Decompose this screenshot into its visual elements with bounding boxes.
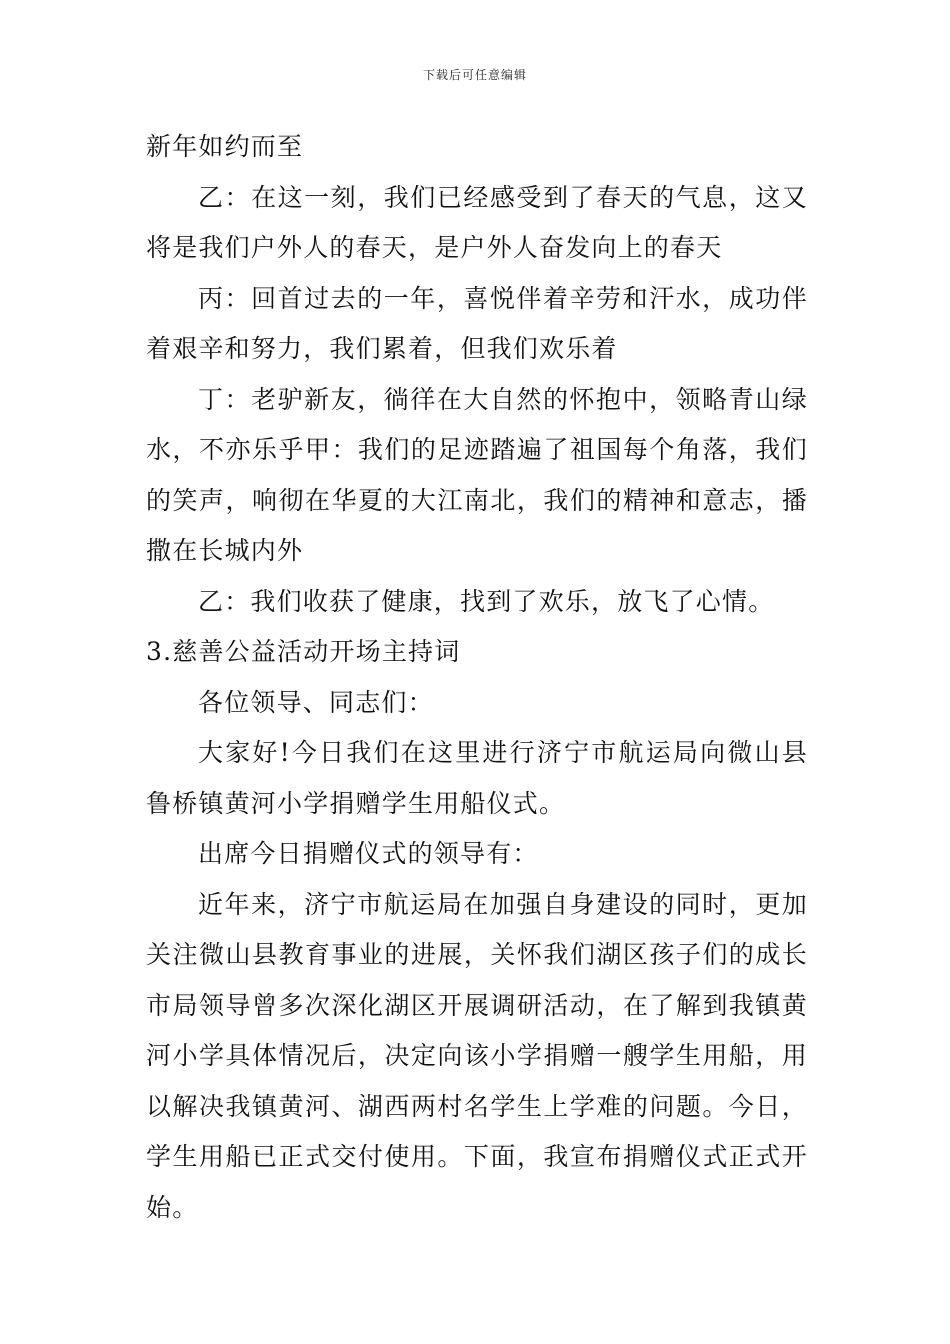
page-header: 下载后可任意编辑 [422, 68, 527, 82]
paragraph: 乙：在这一刻，我们已经感受到了春天的气息，这又将是我们户外人的春天，是户外人奋发向上的春天 [146, 182, 808, 262]
paragraph: 近年来，济宁市航运局在加强自身建设的同时，更加关注微山县教育事业的进展，关怀我们湖区孩子们的成长市局领导曾多次深化湖区开展调研活动，在了解到我镇黄河小学具体情况后，决定向该小学捐赠一艘学生用船，用以解决我镇黄河、湖西两村名学生上学难的问题。今日，学生用船已正式交付使用。下面，我宣布捐赠仪式正式开始。 [146, 889, 808, 1222]
document-body [146, 122, 808, 1233]
paragraph: 丙：回首过去的一年，喜悦伴着辛劳和汗水，成功伴着艰辛和努力，我们累着，但我们欢乐着 [146, 283, 808, 363]
paragraph: 各位领导、同志们： [198, 687, 434, 717]
paragraph: 大家好!今日我们在这里进行济宁市航运局向微山县鲁桥镇黄河小学捐赠学生用船仪式。 [146, 738, 808, 818]
paragraph: 出席今日捐赠仪式的领导有： [198, 839, 539, 868]
paragraph: 乙：我们收获了健康，找到了欢乐，放飞了心情。 [198, 586, 775, 616]
section-heading: 3.慈善公益活动开场主持词 [146, 637, 461, 666]
paragraph: 丁：老驴新友，徜徉在大自然的怀抱中，领略青山绿水，不亦乐乎甲：我们的足迹踏遍了祖国每个角落，我们的笑声，响彻在华夏的大江南北，我们的精神和意志，播撒在长城内外 [146, 384, 808, 565]
paragraph: 新年如约而至 [146, 132, 304, 161]
